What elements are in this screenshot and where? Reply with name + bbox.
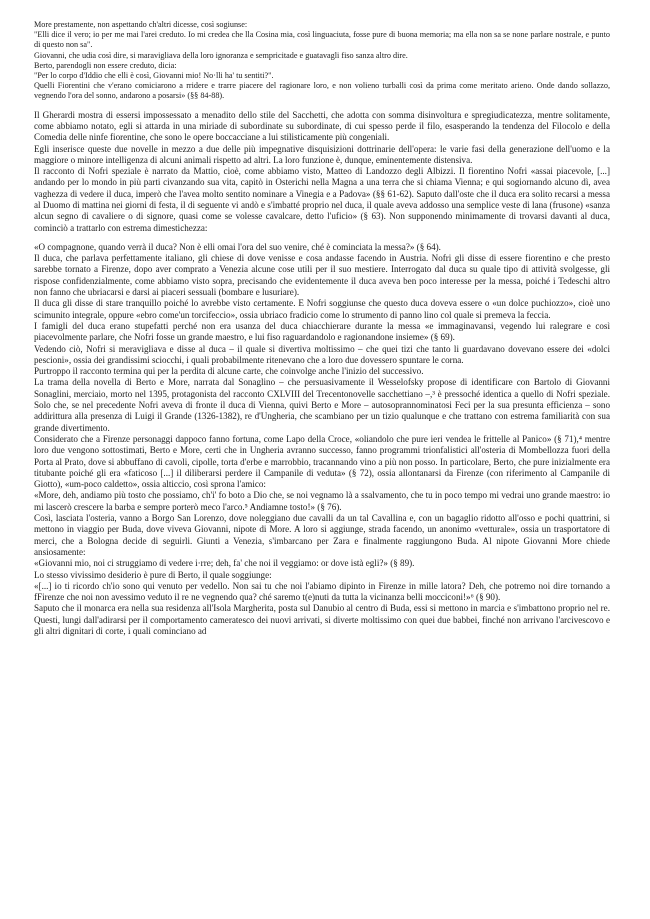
quote-line: Berto, parendogli non essere creduto, dicia: — [34, 60, 177, 70]
blockquote: «O compagnone, quando verrà il duca? Non è elli omai l'ora del suo venire, ché è cominciata la messa?» (§ 64). — [34, 241, 441, 252]
blockquote: «Giovanni mio, noi ci struggiamo di vedere i·rre; deh, fa' che noi il veggiamo: or dove istà egli?» (§ 89). — [34, 558, 415, 569]
paragraph: Il Gherardi mostra di essersi impossessato a menadito dello stile del Sacchetti, che adotta con somma disinvoltura e spregiudicatezza, mentre solitamente, come abbiamo notato, egli si attarda in una miriade di subordinate su subordinate, di cui spesso perde il filo, esasperando la tendenza del Filocolo e della Comedia delle ninfe fiorentine, che sono le opere boccacciane a lui stilisticamente più congeniali. — [34, 109, 610, 143]
paragraph: Vedendo ciò, Nofri si meravigliava e disse al duca – il quale si divertiva moltissimo – che quei tizi che tanto li guardavano dovevano essere dei «dolci pescioni», ossia dei grandissimi sciocchi, i quali probabilmente ritenevano che a loro due dovessero spuntare le corna. — [34, 343, 610, 365]
blockquote: «[...] io ti ricordo ch'io sono qui venuto per vedello. Non sai tu che noi l'abiamo dipinto in Firenze in mille latora? Deh, che potremo noi dire tornando a fFirenze che noi non avessimo veduto il re ne vegnendo qua? ché saremo t(e)nuti da tutta la vicinanza belli mocciconi!»⁶ (§ 90). — [34, 580, 610, 603]
paragraph: Lo stesso vivissimo desiderio è pure di Berto, il quale soggiunge: — [34, 569, 272, 580]
paragraph: Così, lasciata l'osteria, vanno a Borgo San Lorenzo, dove noleggiano due cavalli da un tal Cavallina e, con un bagaglio ridotto all'osso e pochi quattrini, si mettono in viaggio per Buda, dove viveva Giovanni, nipote di More. A loro si aggiunge, strada facendo, un anonimo «vetturale», ossia un trasportatore di merci, che a Bologna decide di seguirli. Giunti a Venezia, s'imbarcano per Zara e finalmente raggiungono Buda. Al nipote Giovanni More chiede ansiosamente: — [34, 513, 610, 557]
paragraph: Purtroppo il racconto termina qui per la perdita di alcune carte, che coinvolge anche l'inizio del successivo. — [34, 366, 424, 377]
paragraph: I famigli del duca erano stupefatti perché non era usanza del duca chiacchierare durante la messa «e immaginavansi, vegendo lui ralegrare e così piacevolmente parlare, che Nofri fosse un grande maestro, e lui fiso raguardandolo e ragionandone insieme» (§ 69). — [34, 320, 610, 343]
quote-line: "Elli dice il vero; io per me mai l'arei creduto. Io mi credea che lla Cosina mia, così linguaciuta, fosse pure di buona memoria; ma ella non sa se none parlare nostrale, e punto di questo non sa". — [34, 30, 610, 50]
quote-line: "Per lo corpo d'Iddio che elli è così, Giovanni mio! No·lli ha' tu sentiti?". — [34, 71, 274, 81]
paragraph: La trama della novella di Berto e More, narrata dal Sonaglino – che persuasivamente il Wesselofsky propose di identificare con Bartolo di Giovanni Sonaglini, merciaio, morto nel 1395, protagonista del racconto CXLVIII del Trecentonovelle sacchettiano –,³ è pressoché identica a quello di Nofri speziale. Solo che, se nel precedente Nofri aveva di fronte il duca di Vienna, quivi Berto e More – autosoprannominatosi Feci per la sua presunta efficienza – sono addirittura alla presenza di Luigi il Grande (1326-1382), re d'Ungheria, che scambiano per un tizio qualunque e che trattano con estrema familiarità con sua grande divertimento. — [34, 377, 610, 433]
paragraph: Saputo che il monarca era nella sua residenza all'Isola Margherita, posta sul Danubio al centro di Buda, essi si mettono in marcia e s'imbattono proprio nel re. Questi, lungi dall'adirarsi per il comportamento cameratesco dei nuovi arrivati, si diverte moltissimo con quei due babbei, finché non arrivano l'arcivescovo e gli altri dignitari di corte, i quali cominciano ad — [34, 603, 610, 636]
paragraph: Egli inserisce queste due novelle in mezzo a due delle più impegnative disquisizioni dottrinarie dell'opera: le varie fasi della generazione dell'uomo e la maggiore o minore intelligenza di alcuni animali rispetto ad altri. La loro funzione è, dunque, eminentemente distensiva. — [34, 143, 610, 165]
paragraph: Considerato che a Firenze personaggi dappoco fanno fortuna, come Lapo della Croce, «oliandolo che pure ieri vendea le frittelle al Panico» (§ 71),⁴ mentre loro due vengono sottostimati, Berto e More, certi che in Ungheria avranno successo, fanno programmi trionfalistici all'osteria di Mombellozza fuori della Porta al Prato, dove si abbuffano di cavoli, cipolle, torta d'erbe e marrobbio, tracannando vino a più non posso. In particolare, Berto, che pure inizialmente era titubante poiché gli era «faticoso [...] il diliberarsi perdere il Campanile di veduta» (§ 72), ossia allontanarsi da Firenze (con riferimento al Campanile di Giotto), «um-poco caldetto», ossia alticcio, così sprona l'amico: — [34, 433, 610, 490]
opening-quote — [34, 20, 610, 102]
paragraph: Il racconto di Nofri speziale è narrato da Mattio, cioè, come abbiamo visto, Matteo di Landozzo degli Albizzi. Il fiorentino Nofri «assai piacevole, [...] andando per lo mondo in più parti civanzando sua vita, capitò in Osterichi nella Magna a una terra che si chiama Vienna; e qui sogiornando alcuno dì, avea vaghezza di vedere il duca, imperò che l'avea molto sentito nominare a Vinegia e a Padova» (§§ 61-62). Saputo dall'oste che il duca era solito recarsi a messa al Duomo di mattina nei giorni di festa, il di seguente vi andò e s'imbatté proprio nel duca, il quale aveva addosso una semplice veste di lana (frusone) «sanza alcun segno di cavaliere o di signore, quasi come se volesse cavalcare, detto l'uficio» (§ 63). Non supponendo minimamente di trovarsi davanti al duca, cominciò a trattarlo con estrema dimestichezza: — [34, 166, 610, 233]
quote-line: Quelli Fiorentini che v'erano comiciarono a rridere e trarre piacere del ragionare loro, e non volieno turballi così da prima come meritato arieno. Onde dando sollazzo, vegnendo l'ora del sonno, andarono a posarsi» (§§ 84-88). — [34, 81, 610, 101]
quote-line: More prestamente, non aspettando ch'altri dicesse, così sogiunse: — [34, 20, 248, 29]
paragraph: Il duca gli disse di stare tranquillo poiché lo avrebbe visto certamente. E Nofri soggiunse che questo duca doveva essere o «un dolce puchiozzo», cioè uno scimunito integrale, oppure «ebro come'un torcifeccio», ossia ubriaco fradicio come lo strumento di panno lino col quale si premeva la feccia. — [34, 298, 610, 320]
blockquote: «More, deh, andiamo più tosto che possiamo, ch'i' fo boto a Dio che, se noi vegnamo là a ssalvamento, che tu in poco tempo mi vedrai uno grande maestro: io mi lascerò crescere la barba e sempre porterò meco l'arco.⁵ Andiamne tosto!» (§ 76). — [34, 490, 610, 512]
quote-line: Giovanni, che udia così dire, si maravigliava della loro ignoranza e sempricitade e guatavagli fiso sanza altro dire. — [34, 50, 408, 60]
paragraph: Il duca, che parlava perfettamente italiano, gli chiese di dove venisse e cosa andasse facendo in Austria. Nofri gli disse di essere fiorentino e che presto sarebbe tornato a Firenze, dopo aver comprato a Venezia alcune cose utili per il suo mestiere. Interrogato dal duca su quale tipo di attività svolgesse, gli rispose confidenzialmente, come abbiamo visto sopra, precisando che evidentemente il duca aveva ben poco interesse per la messa, poiché i Tedeschi altro non fanno che ubriacarsi e darsi ai piaceri sessuali (bombare e lusuriare). — [34, 253, 610, 298]
body-text — [34, 110, 610, 638]
